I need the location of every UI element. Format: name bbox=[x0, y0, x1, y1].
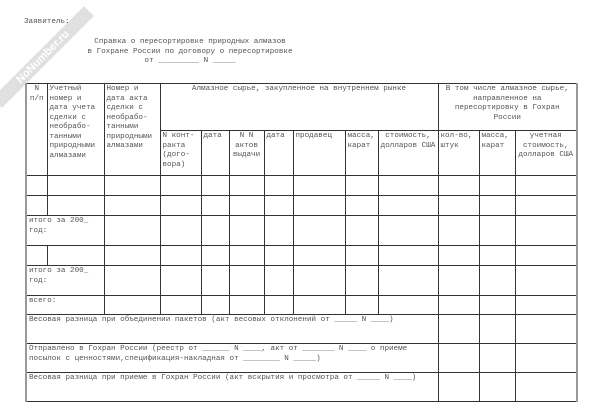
table-row-grand-total bbox=[26, 296, 577, 315]
header-n: N п/п bbox=[26, 84, 47, 176]
table-row bbox=[26, 196, 577, 216]
diamond-resort-table bbox=[25, 83, 578, 402]
header-act: Номер и дата акта сделки с необрабо-танными природными алмазами bbox=[104, 84, 160, 176]
sent-gokhran-label: Отправлено в Гохран России (реестр от ______ N ____, акт от _______ N ____ о приеме посылок с ценностями,спецификация-накладная от ________ N _____) bbox=[26, 344, 438, 373]
header-resort-group: В том числе алмазное сырье, направленное на пересортировку в Гохран России bbox=[438, 84, 577, 131]
header-acc-cost: учетная стоимость, долларов США bbox=[515, 131, 577, 176]
header-mass: масса, карат bbox=[345, 131, 378, 176]
header-seller: продавец bbox=[293, 131, 345, 176]
table-row-total-year bbox=[26, 216, 577, 246]
table-row bbox=[26, 176, 577, 196]
header-contract: N конт-ракта (дого-вора) bbox=[160, 131, 201, 176]
total-year-label: итого за 200_ год: bbox=[26, 216, 104, 246]
table-row-total-year2 bbox=[26, 266, 577, 296]
header-mass2: масса, карат bbox=[479, 131, 515, 176]
watermark: NoNumber.ru bbox=[0, 6, 94, 108]
total-year2-label: итого за 200_ год: bbox=[26, 266, 104, 296]
header-qty: кол-во, штук bbox=[438, 131, 479, 176]
table-row-weight-diff-merge bbox=[26, 315, 577, 344]
header-domestic-group: Алмазное сырье, закупленное на внутреннем рынке bbox=[160, 84, 438, 131]
header-date: дата bbox=[201, 131, 229, 176]
weight-diff-merge-label: Весовая разница при объединении пакетов (акт весовых отклонений от _____ N ____) bbox=[26, 315, 438, 344]
header-cost: стоимость, долларов США bbox=[378, 131, 438, 176]
grand-total-label: всего: bbox=[26, 296, 104, 315]
header-date2: дата bbox=[264, 131, 293, 176]
header-acts-nn: N N актов выдачи bbox=[229, 131, 264, 176]
table-row-sent-gokhran bbox=[26, 344, 577, 373]
applicant-label: Заявитель: bbox=[24, 18, 70, 26]
table-row-weight-diff-accept bbox=[26, 373, 577, 402]
table-row bbox=[26, 246, 577, 266]
header-account: Учетный номер и дата учета сделки с необрабо-танными природными алмазами bbox=[47, 84, 104, 176]
document-title: Справка о пересортировке природных алмазов в Гохране России по договору о пересортировке от _________ N _____ bbox=[87, 38, 293, 65]
weight-diff-accept-label: Весовая разница при приеме в Гохран России (акт вскрытия и просмотра от _____ N ____) bbox=[26, 373, 438, 402]
